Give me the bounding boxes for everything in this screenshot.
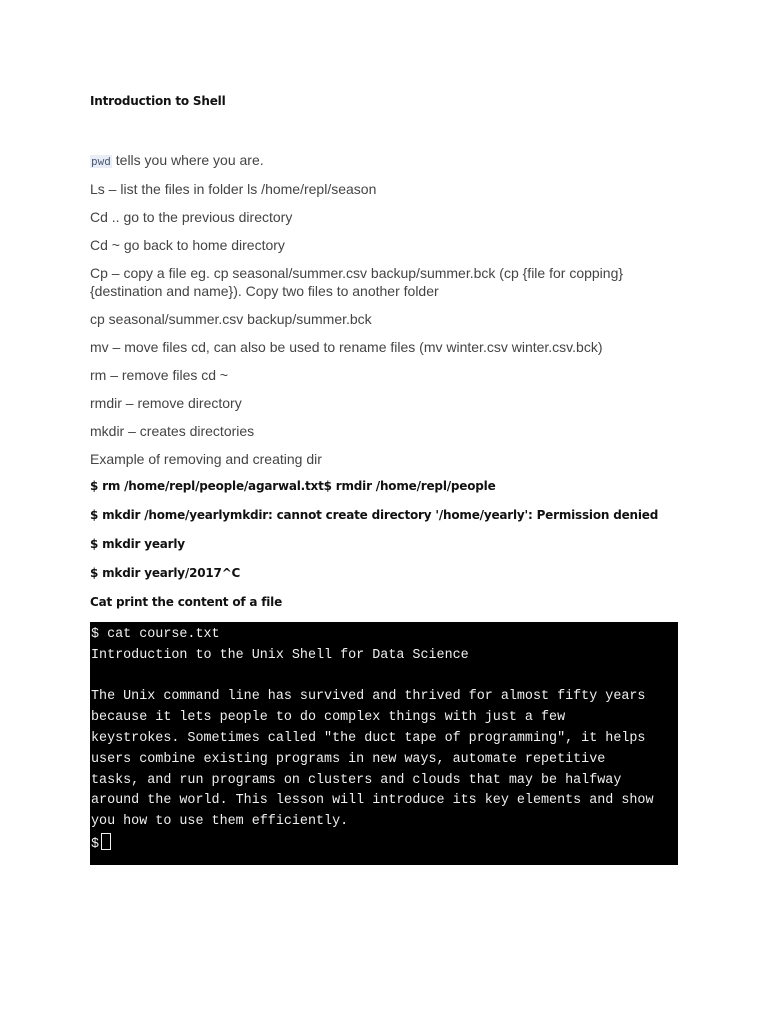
pwd-code: pwd <box>91 155 111 168</box>
text-line-rmdir: rmdir – remove directory <box>90 395 242 411</box>
terminal-line: tasks, and run programs on clusters and clouds that may be halfway <box>91 772 622 788</box>
pwd-line <box>90 151 690 171</box>
document-title: Introduction to Shell <box>90 94 226 108</box>
command-line-rm: $ rm /home/repl/people/agarwal.txt$ rmdir /home/repl/people <box>90 479 496 493</box>
terminal-line: $ cat course.txt <box>91 627 220 642</box>
text-line-rm: rm – remove files cd ~ <box>90 367 229 383</box>
terminal-cursor <box>101 833 111 850</box>
terminal-prompt: $ <box>91 836 100 852</box>
terminal-line: The Unix command line has survived and thrived for almost fifty years <box>91 689 646 705</box>
terminal-line <box>91 667 678 688</box>
command-line-mkdir-error: $ mkdir /home/yearlymkdir: cannot create directory '/home/yearly': Permission denied <box>90 508 659 522</box>
pwd-description: tells you where you are. <box>111 152 264 168</box>
text-line-cp-example: cp seasonal/summer.csv backup/summer.bck <box>90 311 372 327</box>
terminal-line: keystrokes. Sometimes called "the duct tape of programming", it helps <box>91 730 646 746</box>
terminal-line: Introduction to the Unix Shell for Data Science <box>91 647 469 663</box>
text-line-mv: mv – move files cd, can also be used to rename files (mv winter.csv winter.csv.bck) <box>90 339 603 355</box>
terminal-line: users combine existing programs in new ways, automate repetitive <box>91 751 606 767</box>
text-line-example: Example of removing and creating dir <box>90 451 322 467</box>
terminal-screenshot <box>90 622 678 865</box>
terminal-prompt-line <box>91 833 678 854</box>
command-line-mkdir-yearly: $ mkdir yearly <box>90 537 185 551</box>
text-line-cp: Cp – copy a file eg. cp seasonal/summer.csv backup/summer.bck (cp {file for copping} {destination and name}). Copy two files to another folder <box>90 265 624 299</box>
terminal-line: around the world. This lesson will introduce its key elements and show <box>91 793 654 809</box>
text-line-cd-previous: Cd .. go to the previous directory <box>90 209 293 225</box>
text-line-mkdir: mkdir – creates directories <box>90 423 255 439</box>
terminal-line: because it lets people to do complex things with just a few <box>91 710 566 726</box>
text-line-ls: Ls – list the files in folder ls /home/repl/season <box>90 181 377 197</box>
cat-heading: Cat print the content of a file <box>90 595 283 609</box>
terminal-line: you how to use them efficiently. <box>91 814 349 830</box>
command-line-mkdir-2017: $ mkdir yearly/2017^C <box>90 566 241 580</box>
text-line-cd-home: Cd ~ go back to home directory <box>90 237 285 253</box>
